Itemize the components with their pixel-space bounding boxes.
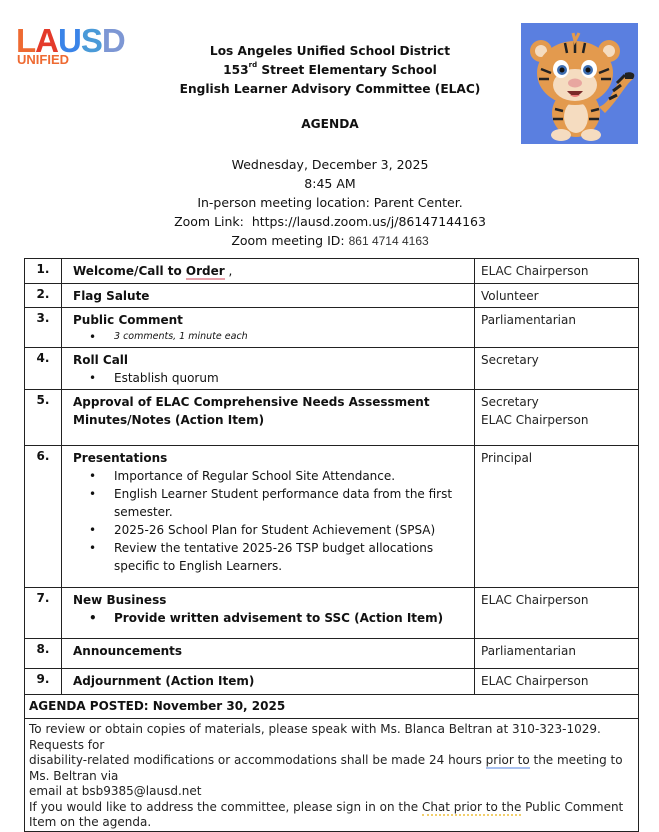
footer-email-line: email at bsb9385@lausd.net (29, 784, 202, 798)
footer-line (29, 753, 638, 784)
lausd-logo (16, 22, 156, 74)
style-suggestion[interactable]: Chat prior to the (421, 799, 522, 814)
presenter-name: ELAC Chairperson (481, 674, 589, 688)
footer-text: Public Comment Item on the agenda. (29, 799, 624, 829)
item-cell (62, 588, 475, 639)
sub-item-list (73, 467, 474, 575)
agenda-table (24, 258, 639, 832)
sub-item-list (73, 609, 474, 627)
sub-item: • Provide written advisement to SSC (Action Item) (102, 609, 474, 627)
item-title: Announcements (73, 644, 183, 658)
item-number: 6. (25, 446, 62, 588)
school-name-rest: Street Elementary School (257, 63, 437, 77)
item-number: 8. (25, 639, 62, 669)
posted-row (25, 695, 639, 719)
presenter (475, 588, 639, 639)
item-title-comma: , (224, 264, 233, 278)
item-cell (62, 639, 475, 669)
presenter (475, 308, 639, 348)
footer-text: the meeting to Ms. Beltran via (29, 753, 623, 783)
sub-item: • 3 comments, 1 minute each (102, 329, 474, 345)
logo-letter-a: A (35, 22, 59, 59)
presenter-name: Volunteer (481, 289, 539, 303)
sub-item-list (73, 369, 474, 387)
item-number: 5. (25, 390, 62, 446)
zoom-link-label: Zoom Link: (174, 214, 252, 229)
item-number: 7. (25, 588, 62, 639)
sub-item: • Importance of Regular School Site Attendance. (102, 467, 460, 485)
zoom-id-line (120, 231, 540, 251)
item-cell (62, 446, 475, 588)
logo-letter-u: U (58, 22, 81, 59)
presenter-name: Secretary (481, 395, 539, 409)
meeting-date: Wednesday, December 3, 2025 (231, 157, 429, 172)
zoom-link-line (120, 212, 540, 231)
item-cell (62, 308, 475, 348)
presenter-name: ELAC Chairperson (481, 264, 589, 278)
table-row (25, 308, 639, 348)
presenter-name: ELAC Chairperson (481, 413, 589, 427)
logo-letter-s: S (80, 22, 102, 59)
presenter-name: Parliamentarian (481, 313, 576, 327)
logo-letter-l: L (16, 22, 36, 59)
footer-row (25, 719, 639, 832)
tiger-cub-mascot-icon (521, 23, 638, 144)
presenter (475, 639, 639, 669)
item-title: Flag Salute (73, 289, 150, 303)
sub-item: • Review the tentative 2025-26 TSP budget allocations specific to English Learners. (102, 539, 460, 575)
item-cell (62, 390, 475, 446)
school-ordinal: rd (248, 61, 258, 69)
agenda-posted-date: AGENDA POSTED: November 30, 2025 (25, 695, 639, 719)
zoom-id-label: Zoom meeting ID: (231, 233, 349, 248)
logo-unified: UNIFIED (17, 52, 69, 67)
meeting-time: 8:45 AM (304, 176, 356, 191)
presenter (475, 348, 639, 390)
school-name (150, 61, 510, 80)
page-title: AGENDA (301, 117, 359, 131)
table-row (25, 259, 639, 284)
item-title-line1: Approval of ELAC Comprehensive Needs Assessment (73, 395, 430, 409)
item-cell (62, 669, 475, 695)
item-title: Adjournment (Action Item) (73, 674, 255, 688)
committee-name: English Learner Advisory Committee (ELAC) (179, 82, 481, 96)
table-row (25, 669, 639, 695)
presenter (475, 446, 639, 588)
table-row (25, 446, 639, 588)
presenter-name: Parliamentarian (481, 644, 576, 658)
logo-letter-d: D (101, 22, 125, 59)
item-title: Public Comment (73, 313, 183, 327)
item-title-line2: Minutes/Notes (Action Item) (73, 413, 265, 427)
sub-item: • 2025-26 School Plan for Student Achievement (SPSA) (102, 521, 460, 539)
item-number: 2. (25, 284, 62, 308)
presenter (475, 284, 639, 308)
item-title: New Business (73, 593, 167, 607)
sub-item: • Establish quorum (102, 369, 474, 387)
footer-text: If you would like to address the committee, please sign in on the (29, 799, 422, 814)
presenter (475, 669, 639, 695)
footer-notice (25, 719, 639, 832)
zoom-meeting-id: 861 4714 4163 (348, 234, 429, 248)
presenter-name: Secretary (481, 353, 539, 367)
item-cell (62, 348, 475, 390)
table-row (25, 284, 639, 308)
presenter (475, 259, 639, 284)
district-name: Los Angeles Unified School District (209, 44, 451, 58)
table-row (25, 639, 639, 669)
item-cell (62, 259, 475, 284)
item-number: 4. (25, 348, 62, 390)
item-number: 9. (25, 669, 62, 695)
footer-text: disability-related modifications or accommodations shall be made 24 hours (29, 753, 486, 767)
item-cell (62, 284, 475, 308)
table-row (25, 588, 639, 639)
footer-line (29, 800, 638, 831)
table-row (25, 390, 639, 446)
item-title-text: Welcome/Call to (73, 264, 186, 278)
item-title (73, 262, 474, 280)
table-row (25, 348, 639, 390)
presenter-name: ELAC Chairperson (481, 593, 589, 607)
presenter (475, 390, 639, 446)
grammar-suggestion[interactable]: prior to (485, 753, 530, 767)
presenter-name: Principal (481, 451, 533, 465)
meeting-location: In-person meeting location: Parent Center. (197, 195, 463, 210)
item-title: Roll Call (73, 353, 129, 367)
footer-line: To review or obtain copies of materials, please speak with Ms. Blanca Beltran at 310-323-1029. Requests for (29, 722, 601, 752)
sub-item: • English Learner Student performance data from the first semester. (102, 485, 460, 521)
document-header (150, 42, 510, 99)
zoom-link[interactable]: https://lausd.zoom.us/j/86147144163 (251, 214, 486, 229)
school-number: 153 (223, 63, 249, 77)
sub-item-list (73, 329, 474, 345)
item-title: Presentations (73, 451, 168, 465)
item-title-spellcheck: Order (185, 264, 225, 278)
item-number: 1. (25, 259, 62, 284)
item-number: 3. (25, 308, 62, 348)
meeting-info (120, 155, 540, 251)
